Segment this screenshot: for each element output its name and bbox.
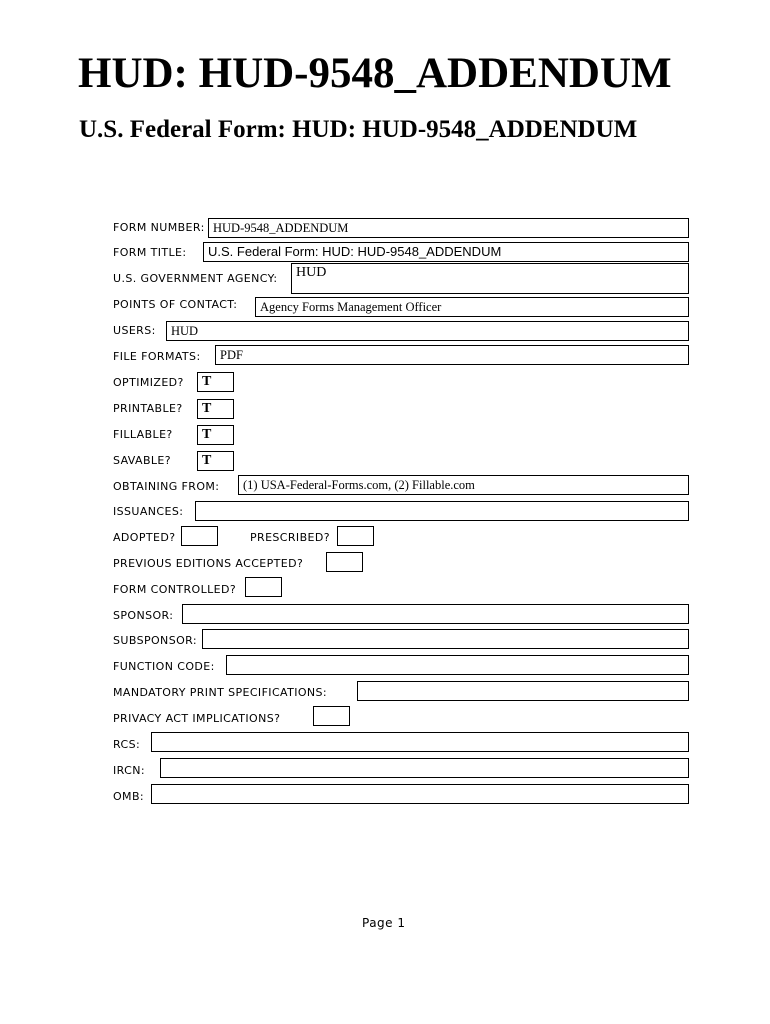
contact-label: POINTS OF CONTACT: bbox=[113, 298, 238, 311]
fillable-field[interactable]: T bbox=[197, 425, 234, 445]
printable-label: PRINTABLE? bbox=[113, 402, 183, 415]
function-code-field[interactable] bbox=[226, 655, 689, 675]
prescribed-field[interactable] bbox=[337, 526, 374, 546]
prescribed-label: PRESCRIBED? bbox=[250, 531, 330, 544]
fillable-label: FILLABLE? bbox=[113, 428, 173, 441]
adopted-label: ADOPTED? bbox=[113, 531, 176, 544]
adopted-field[interactable] bbox=[181, 526, 218, 546]
agency-label: U.S. GOVERNMENT AGENCY: bbox=[113, 272, 278, 285]
savable-label: SAVABLE? bbox=[113, 454, 172, 467]
optimized-label: OPTIMIZED? bbox=[113, 376, 184, 389]
sponsor-label: SPONSOR: bbox=[113, 609, 174, 622]
issuances-field[interactable] bbox=[195, 501, 689, 521]
form-controlled-field[interactable] bbox=[245, 577, 282, 597]
mandatory-print-label: MANDATORY PRINT SPECIFICATIONS: bbox=[113, 686, 328, 699]
issuances-label: ISSUANCES: bbox=[113, 505, 184, 518]
omb-field[interactable] bbox=[151, 784, 689, 804]
privacy-act-field[interactable] bbox=[313, 706, 350, 726]
form-number-field[interactable]: HUD-9548_ADDENDUM bbox=[208, 218, 689, 238]
users-field[interactable]: HUD bbox=[166, 321, 689, 341]
page-number: Page 1 bbox=[362, 916, 406, 930]
page-title: HUD: HUD-9548_ADDENDUM bbox=[78, 50, 672, 97]
ircn-field[interactable] bbox=[160, 758, 689, 778]
form-title-field[interactable]: U.S. Federal Form: HUD: HUD-9548_ADDENDUM bbox=[203, 242, 689, 262]
obtaining-from-field[interactable]: (1) USA-Federal-Forms.com, (2) Fillable.com bbox=[238, 475, 689, 495]
function-code-label: FUNCTION CODE: bbox=[113, 660, 215, 673]
previous-editions-label: PREVIOUS EDITIONS ACCEPTED? bbox=[113, 557, 304, 570]
users-label: USERS: bbox=[113, 324, 156, 337]
form-title-label: FORM TITLE: bbox=[113, 246, 187, 259]
form-number-label: FORM NUMBER: bbox=[113, 221, 205, 234]
file-formats-field[interactable]: PDF bbox=[215, 345, 689, 365]
agency-field[interactable]: HUD bbox=[291, 263, 689, 294]
optimized-field[interactable]: T bbox=[197, 372, 234, 392]
obtaining-from-label: OBTAINING FROM: bbox=[113, 480, 220, 493]
form-controlled-label: FORM CONTROLLED? bbox=[113, 583, 237, 596]
ircn-label: IRCN: bbox=[113, 764, 145, 777]
privacy-act-label: PRIVACY ACT IMPLICATIONS? bbox=[113, 712, 281, 725]
file-formats-label: FILE FORMATS: bbox=[113, 350, 201, 363]
mandatory-print-field[interactable] bbox=[357, 681, 689, 701]
printable-field[interactable]: T bbox=[197, 399, 234, 419]
omb-label: OMB: bbox=[113, 790, 145, 803]
subsponsor-field[interactable] bbox=[202, 629, 689, 649]
sponsor-field[interactable] bbox=[182, 604, 689, 624]
rcs-label: RCS: bbox=[113, 738, 141, 751]
rcs-field[interactable] bbox=[151, 732, 689, 752]
savable-field[interactable]: T bbox=[197, 451, 234, 471]
previous-editions-field[interactable] bbox=[326, 552, 363, 572]
contact-field[interactable]: Agency Forms Management Officer bbox=[255, 297, 689, 317]
page-subtitle: U.S. Federal Form: HUD: HUD-9548_ADDENDUM bbox=[79, 116, 638, 143]
subsponsor-label: SUBSPONSOR: bbox=[113, 634, 197, 647]
